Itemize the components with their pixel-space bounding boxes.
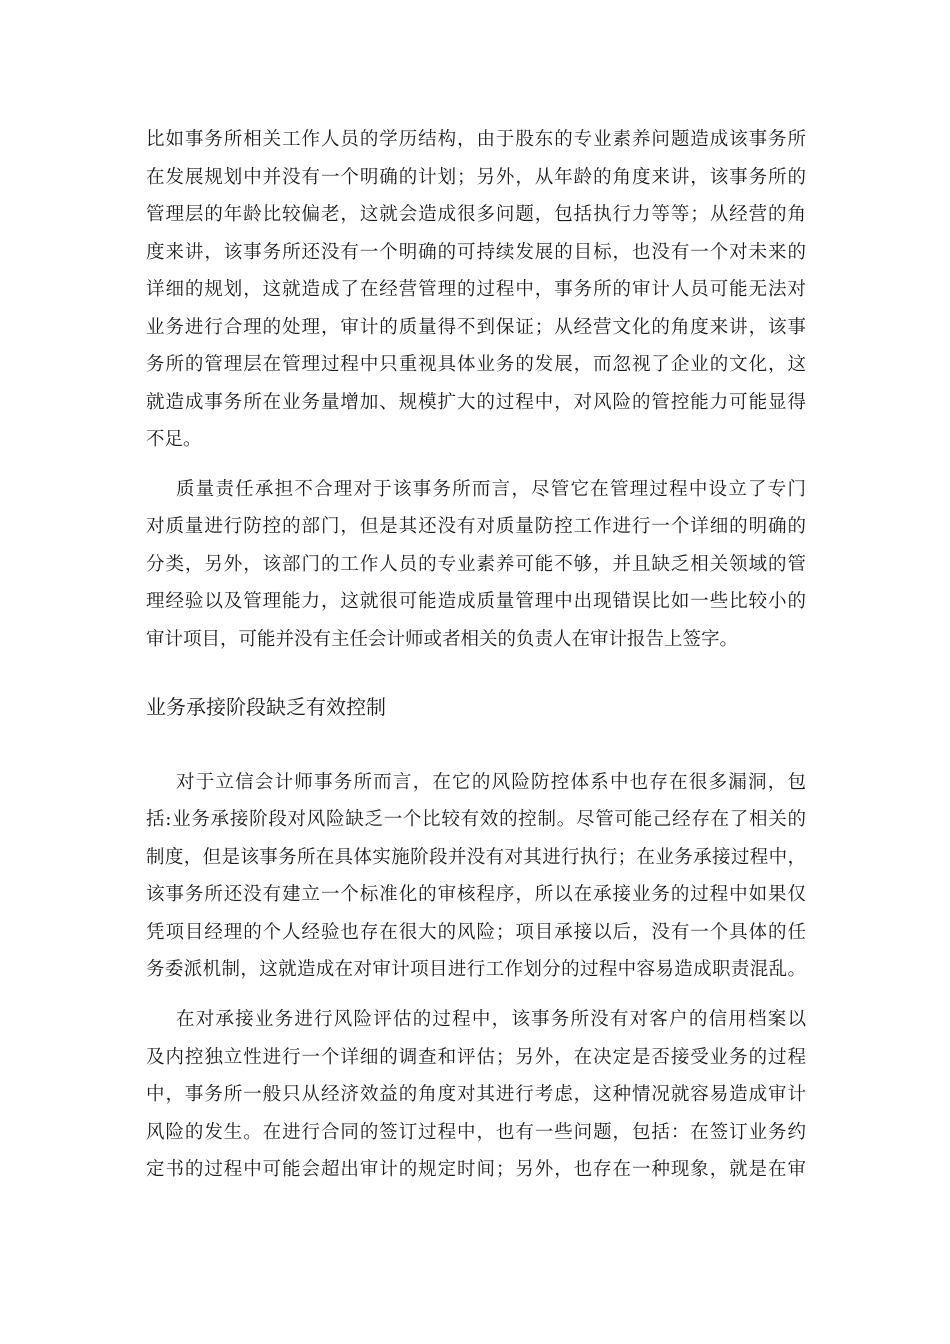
paragraph-1-line-4: 度来讲，该事务所还没有一个明确的可持续发展的目标，也没有一个对未来的 <box>146 242 806 263</box>
paragraph-1-line-1: 比如事务所相关工作人员的学历结构，由于股东的专业素养问题造成该事务所 <box>146 129 806 150</box>
paragraph-3-line-2: 括:业务承接阶段对风险缺乏一个比较有效的控制。尽管可能己经存在了相关的 <box>146 809 806 830</box>
paragraph-1-line-8: 就造成事务所在业务量增加、规模扩大的过程中，对风险的管控能力可能显得 <box>146 392 806 413</box>
paragraph-3-line-5: 凭项目经理的个人经验也存在很大的风险；项目承接以后，没有一个具体的任 <box>146 922 806 943</box>
paragraph-3-line-3: 制度，但是该事务所在具体实施阶段并没有对其进行执行；在业务承接过程中， <box>146 847 806 868</box>
paragraph-1-line-5: 详细的规划，这就造成了在经营管理的过程中，事务所的审计人员可能无法对 <box>146 279 806 300</box>
paragraph-1-line-6: 业务进行合理的处理，审计的质量得不到保证；从经营文化的角度来讲，该事 <box>146 317 806 338</box>
paragraph-1-line-2: 在发展规划中并没有一个明确的计划；另外，从年龄的角度来讲，该事务所的 <box>146 167 806 188</box>
paragraph-2-line-4: 理经验以及管理能力，这就很可能造成质量管理中出现错误比如一些比较小的 <box>146 591 806 612</box>
paragraph-3-line-6: 务委派机制，这就造成在对审计项目进行工作划分的过程中容易造成职责混乱。 <box>146 959 806 980</box>
paragraph-4-line-1: 在对承接业务进行风险评估的过程中，该事务所没有对客户的信用档案以 <box>176 1009 806 1030</box>
paragraph-1-line-3: 管理层的年龄比较偏老，这就会造成很多问题，包括执行力等等；从经营的角 <box>146 204 806 225</box>
paragraph-2-line-2: 对质量进行防控的部门，但是其还没有对质量防控工作进行一个详细的明确的 <box>146 516 806 537</box>
paragraph-3-line-1: 对于立信会计师事务所而言，在它的风险防控体系中也存在很多漏洞，包 <box>176 772 806 793</box>
paragraph-2-line-5: 审计项目，可能并没有主任会计师或者相关的负责人在审计报告上签字。 <box>146 629 739 650</box>
paragraph-4-line-3: 中，事务所一般只从经济效益的角度对其进行考虑，这种情况就容易造成审计 <box>146 1084 806 1105</box>
section-heading: 业务承接阶段缺乏有效控制 <box>146 695 386 719</box>
paragraph-3-line-4: 该事务所还没有建立一个标准化的审核程序，所以在承接业务的过程中如果仅 <box>146 884 806 905</box>
paragraph-4-line-5: 定书的过程中可能会超出审计的规定时间；另外，也存在一种现象，就是在审 <box>146 1159 806 1180</box>
paragraph-2-line-3: 分类，另外，该部门的工作人员的专业素养可能不够，并且缺乏相关领域的管 <box>146 554 806 575</box>
paragraph-1-line-9: 不足。 <box>146 429 202 450</box>
paragraph-4-line-4: 风险的发生。在进行合同的签订过程中，也有一些问题，包括：在签订业务约 <box>146 1122 806 1143</box>
paragraph-4-line-2: 及内控独立性进行一个详细的调查和评估；另外，在决定是否接受业务的过程 <box>146 1047 806 1068</box>
paragraph-1-line-7: 务所的管理层在管理过程中只重视具体业务的发展，而忽视了企业的文化，这 <box>146 354 806 375</box>
paragraph-2-line-1: 质量责任承担不合理对于该事务所而言，尽管它在管理过程中设立了专门 <box>176 479 806 500</box>
